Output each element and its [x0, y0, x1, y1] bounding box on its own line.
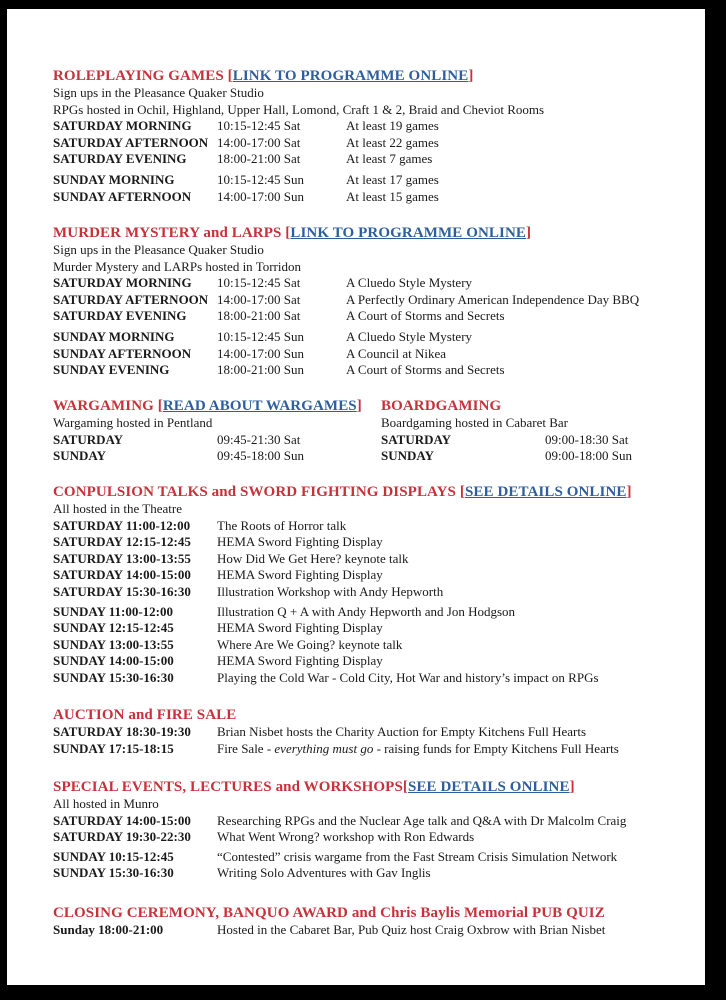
- programme-page: [7, 9, 705, 985]
- table-row: Sunday 18:00-21:00 Hosted in the Cabaret Bar, Pub Quiz host Craig Oxbrow with Brian Nisbet: [53, 922, 606, 937]
- table-row: SATURDAY 13:00-13:55 How Did We Get Here? keynote talk: [53, 550, 409, 566]
- link-programme-online[interactable]: LINK TO PROGRAMME ONLINE: [232, 68, 469, 84]
- table-row: SATURDAY 18:30-19:30 Brian Nisbet hosts the Charity Auction for Empty Kitchens Full Hearts: [53, 724, 587, 739]
- table-row: SUNDAY 09:45-18:00 Sun: [53, 448, 305, 464]
- table-row: SATURDAY 14:00-15:00 HEMA Sword Fighting Display: [53, 567, 383, 583]
- table-row: SUNDAY 15:30-16:30 Writing Solo Adventures with Gav Inglis: [53, 865, 431, 881]
- table-row: SUNDAY 11:00-12:00 Illustration Q + A with Andy Hepworth and Jon Hodgson: [53, 603, 516, 619]
- link-see-details-online[interactable]: SEE DETAILS ONLINE: [408, 779, 570, 795]
- table-row: SUNDAY 09:00-18:00 Sun: [381, 448, 633, 464]
- table-row: SATURDAY MORNING 10:15-12:45 Sat At least 19 games: [53, 118, 439, 134]
- table-row: SUNDAY MORNING 10:15-12:45 Sun At least 17 games: [53, 171, 439, 187]
- table-row: SATURDAY 09:00-18:30 Sat: [381, 431, 629, 447]
- hosting-note: All hosted in Munro: [53, 796, 159, 811]
- table-row: SATURDAY 09:45-21:30 Sat: [53, 431, 301, 447]
- signup-note: Sign ups in the Pleasance Quaker Studio: [53, 85, 264, 100]
- table-row: SUNDAY 12:15-12:45 HEMA Sword Fighting Display: [53, 620, 383, 636]
- table-row: SUNDAY AFTERNOON 14:00-17:00 Sun A Council at Nikea: [53, 345, 447, 361]
- link-see-details-online[interactable]: SEE DETAILS ONLINE: [464, 484, 627, 500]
- section-title: WARGAMING [READ ABOUT WARGAMES]: [53, 398, 362, 414]
- table-row: SATURDAY AFTERNOON 14:00-17:00 Sat A Perfectly Ordinary American Independence Day BBQ: [53, 291, 640, 307]
- section-boardgaming: [381, 398, 691, 465]
- hosting-note: Murder Mystery and LARPs hosted in Torridon: [53, 258, 301, 274]
- section-talks: [53, 484, 693, 687]
- table-row: SUNDAY AFTERNOON 14:00-17:00 Sun At least 15 games: [53, 188, 439, 204]
- section-auction: [53, 707, 693, 757]
- section-murder-mystery: [53, 225, 693, 379]
- section-title: MURDER MYSTERY and LARPS [LINK TO PROGRAMME ONLINE]: [53, 225, 532, 241]
- section-title: CONPULSION TALKS and SWORD FIGHTING DISPLAYS [SEE DETAILS ONLINE]: [53, 484, 632, 500]
- table-row: SATURDAY 15:30-16:30 Illustration Workshop with Andy Hepworth: [53, 583, 444, 599]
- section-title: BOARDGAMING: [381, 398, 502, 414]
- table-row: SUNDAY 14:00-15:00 HEMA Sword Fighting Display: [53, 653, 383, 669]
- section-closing-ceremony: [53, 905, 693, 939]
- table-row: SATURDAY AFTERNOON 14:00-17:00 Sat At least 22 games: [53, 134, 439, 150]
- hosting-note: All hosted in the Theatre: [53, 501, 183, 516]
- table-row: SUNDAY EVENING 18:00-21:00 Sun A Court of Storms and Secrets: [53, 362, 505, 378]
- section-title: AUCTION and FIRE SALE: [53, 707, 237, 723]
- table-row: SATURDAY 19:30-22:30 What Went Wrong? workshop with Ron Edwards: [53, 829, 475, 845]
- table-row: SUNDAY 17:15-18:15 Fire Sale - everything must go - raising funds for Empty Kitchens Full Hearts: [53, 740, 619, 756]
- signup-note: Sign ups in the Pleasance Quaker Studio: [53, 242, 264, 257]
- hosting-note: Boardgaming hosted in Cabaret Bar: [381, 415, 569, 430]
- section-special-events: [53, 779, 693, 882]
- link-programme-online[interactable]: LINK TO PROGRAMME ONLINE: [290, 225, 527, 241]
- section-title: ROLEPLAYING GAMES [LINK TO PROGRAMME ONLINE]: [53, 68, 474, 84]
- section-title: CLOSING CEREMONY, BANQUO AWARD and Chris Baylis Memorial PUB QUIZ: [53, 905, 605, 921]
- hosting-note: Wargaming hosted in Pentland: [53, 415, 213, 430]
- table-row: SUNDAY MORNING 10:15-12:45 Sun A Cluedo Style Mystery: [53, 328, 473, 344]
- table-row: SUNDAY 15:30-16:30 Playing the Cold War - Cold City, Hot War and history’s impact on RPGs: [53, 669, 599, 685]
- table-row: SUNDAY 10:15-12:45 “Contested” crisis wargame from the Fast Stream Crisis Simulation Network: [53, 848, 618, 864]
- table-row: SATURDAY 11:00-12:00 The Roots of Horror talk: [53, 517, 347, 533]
- hosting-note: RPGs hosted in Ochil, Highland, Upper Hall, Lomond, Craft 1 & 2, Braid and Cheviot Rooms: [53, 101, 545, 117]
- section-wargaming: [53, 398, 373, 465]
- table-row: SUNDAY 13:00-13:55 Where Are We Going? keynote talk: [53, 636, 403, 652]
- table-row: SATURDAY 14:00-15:00 Researching RPGs and the Nuclear Age talk and Q&A with Dr Malcolm Craig: [53, 812, 627, 828]
- table-row: SATURDAY EVENING 18:00-21:00 Sat A Court of Storms and Secrets: [53, 308, 505, 324]
- table-row: SATURDAY EVENING 18:00-21:00 Sat At least 7 games: [53, 151, 433, 167]
- section-roleplaying: [53, 68, 693, 205]
- table-row: SATURDAY 12:15-12:45 HEMA Sword Fighting Display: [53, 534, 383, 550]
- section-title: SPECIAL EVENTS, LECTURES and WORKSHOPS[SEE DETAILS ONLINE]: [53, 779, 575, 795]
- link-read-about-wargames[interactable]: READ ABOUT WARGAMES: [162, 398, 357, 414]
- table-row: SATURDAY MORNING 10:15-12:45 Sat A Cluedo Style Mystery: [53, 275, 473, 291]
